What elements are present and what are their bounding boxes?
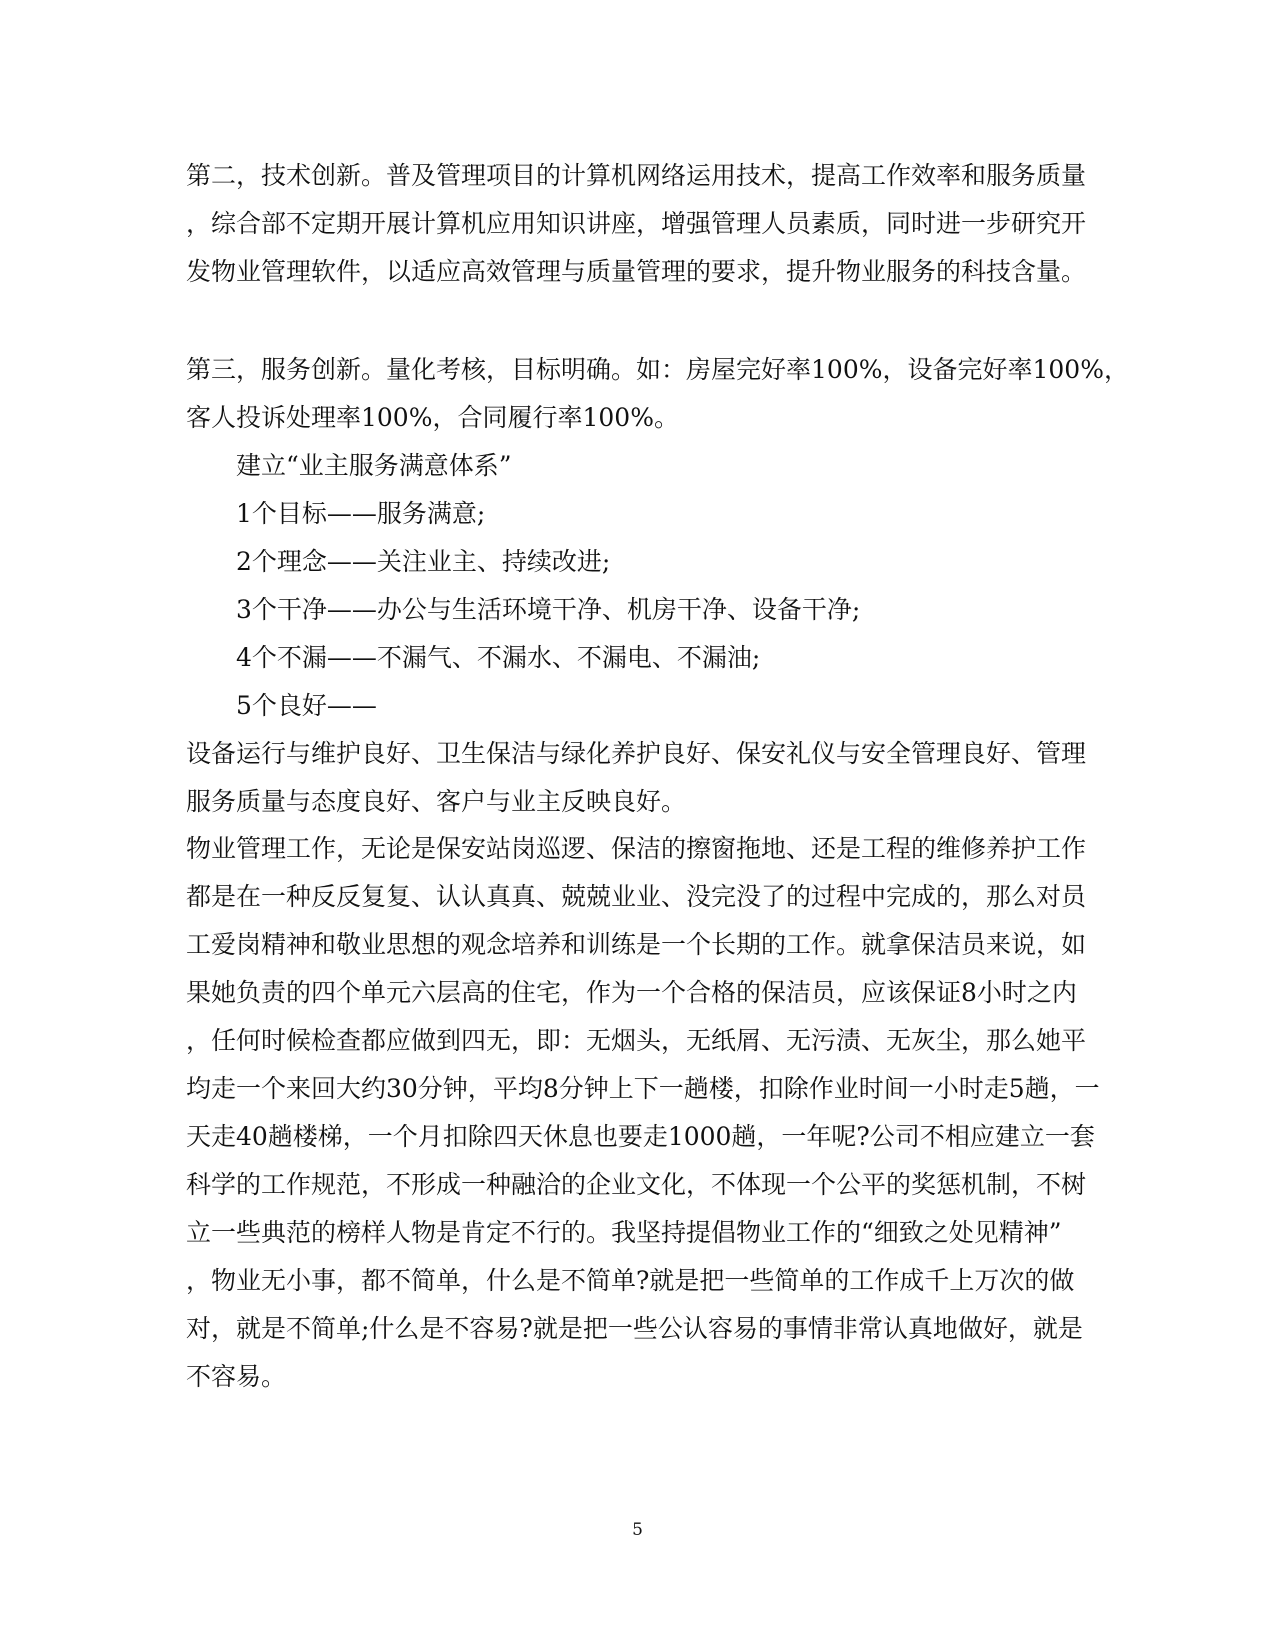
paragraph-service-innovation (186, 346, 1129, 826)
text-line: ，任何时候检查都应做到四无，即：无烟头，无纸屑、无污渍、无灰尘，那么她平 (186, 1026, 1087, 1055)
text-line: 均走一个来回大约30分钟，平均8分钟上下一趟楼，扣除作业时间一小时走5趟，一 (186, 1074, 1100, 1103)
text-line: 天走40趟楼梯，一个月扣除四天休息也要走1000趟，一年呢?公司不相应建立一套 (186, 1122, 1095, 1151)
text-line: ，物业无小事，都不简单，什么是不简单?就是把一些简单的工作成千上万次的做 (186, 1266, 1075, 1295)
text-line: 第二，技术创新。普及管理项目的计算机网络运用技术，提高工作效率和服务质量 (186, 161, 1087, 190)
text-line: 客人投诉处理率100%，合同履行率100%。 (186, 403, 679, 432)
satisfaction-system-title: 建立“业主服务满意体系” (236, 451, 512, 480)
text-line: 服务质量与态度良好、客户与业主反映良好。 (186, 787, 687, 816)
text-line: 第三，服务创新。量化考核，目标明确。如：房屋完好率100%，设备完好率100%， (186, 355, 1129, 384)
satisfaction-item: 2个理念——关注业主、持续改进; (236, 547, 611, 576)
satisfaction-item: 4个不漏——不漏气、不漏水、不漏电、不漏油; (236, 643, 761, 672)
paragraph-technical-innovation (186, 152, 1086, 296)
text-line: 发物业管理软件，以适应高效管理与质量管理的要求，提升物业服务的科技含量。 (186, 257, 1087, 286)
text-line: 工爱岗精神和敬业思想的观念培养和训练是一个长期的工作。就拿保洁员来说，如 (186, 930, 1087, 959)
page-number: 5 (632, 1520, 643, 1540)
satisfaction-item: 5个良好—— (236, 691, 377, 720)
satisfaction-item: 1个目标——服务满意; (236, 499, 486, 528)
text-line: 科学的工作规范，不形成一种融洽的企业文化，不体现一个公平的奖惩机制，不树 (186, 1170, 1087, 1199)
paragraph-property-management (186, 825, 1100, 1401)
text-line: 果她负责的四个单元六层高的住宅，作为一个合格的保洁员，应该保证8小时之内 (186, 978, 1077, 1007)
text-line: 设备运行与维护良好、卫生保洁与绿化养护良好、保安礼仪与安全管理良好、管理 (186, 739, 1087, 768)
text-line: 不容易。 (186, 1362, 287, 1391)
text-line: ，综合部不定期开展计算机应用知识讲座，增强管理人员素质，同时进一步研究开 (186, 209, 1087, 238)
satisfaction-item: 3个干净——办公与生活环境干净、机房干净、设备干净; (236, 595, 861, 624)
text-line: 物业管理工作，无论是保安站岗巡逻、保洁的擦窗拖地、还是工程的维修养护工作 (186, 834, 1087, 863)
text-line: 立一些典范的榜样人物是肯定不行的。我坚持提倡物业工作的“细致之处见精神” (186, 1218, 1062, 1247)
text-line: 都是在一种反反复复、认认真真、兢兢业业、没完没了的过程中完成的，那么对员 (186, 882, 1087, 911)
text-line: 对，就是不简单;什么是不容易?就是把一些公认容易的事情非常认真地做好，就是 (186, 1314, 1083, 1343)
